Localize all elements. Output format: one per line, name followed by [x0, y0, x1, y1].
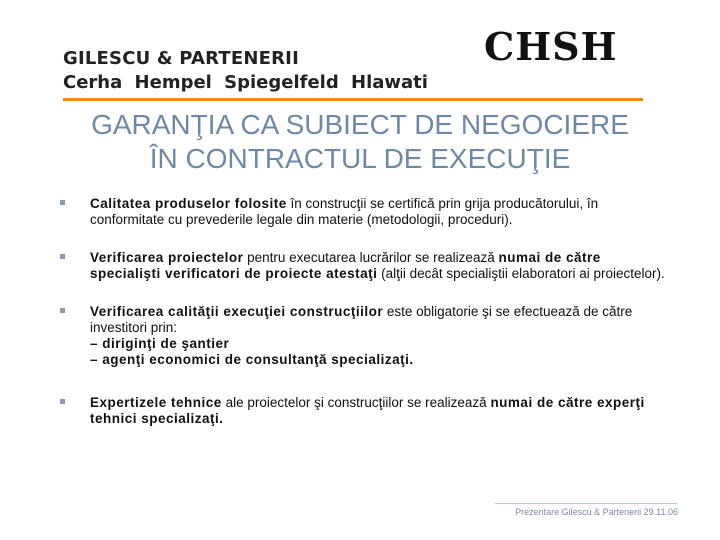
bullet-bold: numai de către specialişti verificatori de proiecte atestaţi — [90, 250, 601, 281]
bullet-marker — [60, 399, 65, 404]
bullet-marker — [60, 308, 65, 313]
bullet-text: (alţii decât specialiştii elaboratori ai proiectelor). — [377, 266, 665, 281]
bullet-item — [58, 196, 668, 228]
bullet-bold: Verificarea proiectelor — [90, 250, 244, 265]
bullet-item — [58, 250, 668, 282]
footer-text: Prezentare Gilescu & Partenerii 29.11.06 — [515, 507, 678, 517]
bullet-text: este obligatorie şi se efectuează de către investitori prin: — [90, 304, 633, 335]
header-divider — [63, 98, 643, 101]
sub-item: – diriginţi de şantier — [90, 336, 230, 351]
partner-name: Spiegelfeld — [224, 72, 339, 93]
partner-name: Cerha — [63, 72, 123, 93]
title-line-2: ÎN CONTRACTUL DE EXECUŢIE — [149, 143, 571, 174]
bullet-bold: Verificarea calităţii execuţiei construcţiilor — [90, 304, 384, 319]
partner-names — [63, 72, 428, 93]
bullet-list — [58, 196, 668, 427]
bullet-item — [58, 304, 668, 368]
bullet-bold: Calitatea produselor folosite — [90, 196, 287, 211]
footer-divider — [495, 503, 677, 504]
chsh-logo: CHSH — [484, 24, 618, 69]
sub-item: – agenţi economici de consultanţă specializaţi. — [90, 352, 414, 367]
bullet-text: în construcţii se certifică prin grija producătorului, în conformitate cu prevederile legale din materie (metodologii, proceduri). — [90, 196, 599, 227]
bullet-item — [58, 395, 668, 427]
bullet-text: ale proiectelor şi construcţiilor se realizează — [221, 395, 491, 410]
slide-title — [40, 108, 680, 176]
bullet-text: pentru executarea lucrărilor se realizează — [243, 250, 499, 265]
bullet-bold: numai de către experţi tehnici specializaţi. — [90, 395, 645, 426]
title-line-1: GARANŢIA CA SUBIECT DE NEGOCIERE — [91, 109, 629, 140]
bullet-marker — [60, 200, 65, 205]
partner-name: Hlawati — [351, 72, 428, 93]
bullet-marker — [60, 254, 65, 259]
partner-name: Hempel — [134, 72, 212, 93]
firm-name: GILESCU & PARTENERII — [63, 48, 299, 69]
bullet-bold: Expertizele tehnice — [90, 395, 222, 410]
